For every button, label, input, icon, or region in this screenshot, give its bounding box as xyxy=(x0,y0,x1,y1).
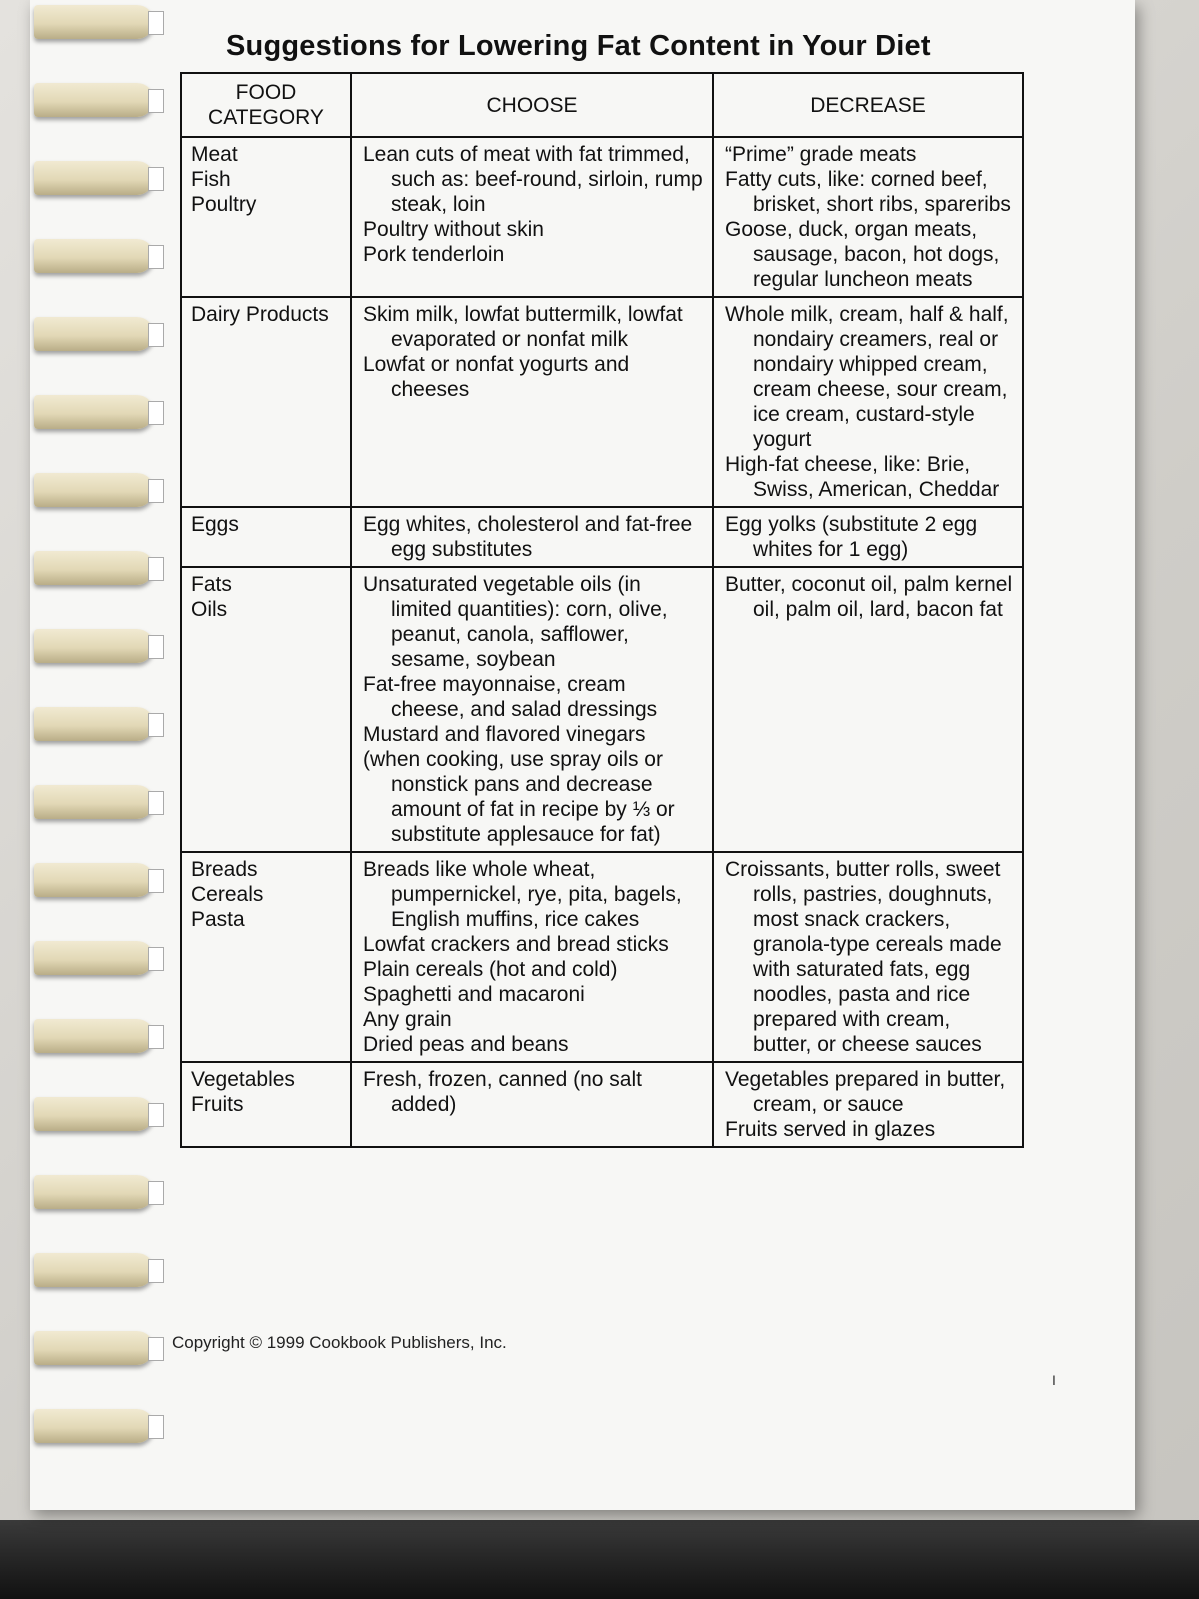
binding-ring xyxy=(34,1019,154,1053)
decrease-cell xyxy=(713,137,1023,297)
binding-ring xyxy=(34,317,154,351)
table-row xyxy=(181,1062,1023,1147)
choose-line: Lean cuts of meat with fat trimmed, such as: beef-round, sirloin, rump steak, loin xyxy=(363,143,703,216)
table-row xyxy=(181,567,1023,852)
binding-hole xyxy=(148,1259,164,1283)
choose-line: Lowfat or nonfat yogurts and cheeses xyxy=(363,353,630,401)
category-cell xyxy=(181,137,351,297)
header-choose: CHOOSE xyxy=(351,73,713,137)
category-line: Eggs xyxy=(191,513,239,536)
category-cell xyxy=(181,567,351,852)
binding-hole xyxy=(148,479,164,503)
decrease-line: Fruits served in glazes xyxy=(725,1118,936,1141)
page-title: Suggestions for Lowering Fat Content in Your Diet xyxy=(226,30,931,62)
binding-ring xyxy=(34,239,154,273)
decrease-line: High-fat cheese, like: Brie, Swiss, American, Cheddar xyxy=(725,453,1000,501)
category-line: Oils xyxy=(191,598,228,621)
binding-hole xyxy=(148,1025,164,1049)
table-header-row xyxy=(181,73,1023,137)
choose-line: Dried peas and beans xyxy=(363,1033,569,1056)
binding-hole xyxy=(148,11,164,35)
category-cell xyxy=(181,507,351,567)
table-row xyxy=(181,507,1023,567)
choose-line: Poultry without skin xyxy=(363,218,544,241)
table-row xyxy=(181,297,1023,507)
binding-hole xyxy=(148,89,164,113)
binding-ring xyxy=(34,707,154,741)
binding-ring xyxy=(34,161,154,195)
category-line: Dairy Products xyxy=(191,303,329,326)
choose-line: Spaghetti and macaroni xyxy=(363,983,585,1006)
binding-ring xyxy=(34,1097,154,1131)
binding-hole xyxy=(148,869,164,893)
category-cell xyxy=(181,297,351,507)
binding-ring xyxy=(34,395,154,429)
choose-line: Egg whites, cholesterol and fat-free egg substitutes xyxy=(363,513,693,561)
binding-hole xyxy=(148,167,164,191)
choose-line: Unsaturated vegetable oils (in limited quantities): corn, olive, peanut, canola, safflower, sesame, soybean xyxy=(363,573,668,671)
binding-hole xyxy=(148,1103,164,1127)
category-cell xyxy=(181,1062,351,1147)
page-mark: I xyxy=(1052,1372,1056,1388)
category-line: Fruits xyxy=(191,1093,244,1116)
decrease-line: “Prime” grade meats xyxy=(725,143,917,166)
choose-cell xyxy=(351,1062,713,1147)
choose-line: Skim milk, lowfat buttermilk, lowfat evaporated or nonfat milk xyxy=(363,303,683,351)
decrease-cell xyxy=(713,852,1023,1062)
binding-hole xyxy=(148,1415,164,1439)
binding-ring xyxy=(34,1253,154,1287)
decrease-line: Egg yolks (substitute 2 egg whites for 1 egg) xyxy=(725,513,978,561)
choose-cell xyxy=(351,852,713,1062)
choose-cell xyxy=(351,507,713,567)
choose-line: Pork tenderloin xyxy=(363,243,505,266)
category-cell xyxy=(181,852,351,1062)
choose-line: Plain cereals (hot and cold) xyxy=(363,958,618,981)
decrease-cell xyxy=(713,297,1023,507)
category-line: Poultry xyxy=(191,193,257,216)
choose-line: Lowfat crackers and bread sticks xyxy=(363,933,669,956)
decrease-cell xyxy=(713,1062,1023,1147)
choose-line: Mustard and flavored vinegars xyxy=(363,723,646,746)
binding-hole xyxy=(148,635,164,659)
binding-ring xyxy=(34,863,154,897)
choose-cell xyxy=(351,137,713,297)
binding-hole xyxy=(148,245,164,269)
decrease-line: Vegetables prepared in butter, cream, or sauce xyxy=(725,1068,1006,1116)
choose-cell xyxy=(351,297,713,507)
binding-ring xyxy=(34,5,154,39)
binding-hole xyxy=(148,947,164,971)
binding-hole xyxy=(148,1337,164,1361)
binding-hole xyxy=(148,713,164,737)
spiral-binding xyxy=(30,0,180,1500)
table-row xyxy=(181,852,1023,1062)
choose-line: Fresh, frozen, canned (no salt added) xyxy=(363,1068,642,1116)
binding-ring xyxy=(34,1175,154,1209)
header-decrease: DECREASE xyxy=(713,73,1023,137)
decrease-line: Fatty cuts, like: corned beef, brisket, short ribs, spareribs xyxy=(725,168,1011,216)
copyright-notice: Copyright © 1999 Cookbook Publishers, Inc. xyxy=(172,1333,507,1352)
decrease-line: Butter, coconut oil, palm kernel oil, palm oil, lard, bacon fat xyxy=(725,573,1013,621)
binding-ring xyxy=(34,1409,154,1443)
category-line: Pasta xyxy=(191,908,245,931)
binding-ring xyxy=(34,473,154,507)
category-line: Cereals xyxy=(191,883,264,906)
decrease-line: Croissants, butter rolls, sweet rolls, pastries, doughnuts, most snack crackers, granola-type cereals made with saturated fats, egg noodles, pasta and rice prepared with cream, butter, or cheese sauces xyxy=(725,858,1002,1056)
binding-hole xyxy=(148,791,164,815)
choose-cell xyxy=(351,567,713,852)
binding-ring xyxy=(34,941,154,975)
binding-ring xyxy=(34,83,154,117)
fat-content-table xyxy=(180,72,1024,1148)
table-row xyxy=(181,137,1023,297)
binding-hole xyxy=(148,557,164,581)
decrease-cell xyxy=(713,567,1023,852)
binding-hole xyxy=(148,323,164,347)
category-line: Breads xyxy=(191,858,258,881)
decrease-line: Whole milk, cream, half & half, nondairy creamers, real or nondairy whipped cream, cream cheese, sour cream, ice cream, custard-style yogurt xyxy=(725,303,1009,451)
choose-line: Breads like whole wheat, pumpernickel, rye, pita, bagels, English muffins, rice cakes xyxy=(363,858,682,931)
binding-ring xyxy=(34,551,154,585)
binding-hole xyxy=(148,1181,164,1205)
bottom-shadow xyxy=(0,1520,1199,1599)
choose-line: (when cooking, use spray oils or nonstick pans and decrease amount of fat in recipe by ⅓ or substitute applesauce for fat) xyxy=(363,748,675,846)
binding-ring xyxy=(34,629,154,663)
decrease-cell xyxy=(713,507,1023,567)
category-line: Vegetables xyxy=(191,1068,295,1091)
category-line: Fish xyxy=(191,168,231,191)
binding-hole xyxy=(148,401,164,425)
choose-line: Any grain xyxy=(363,1008,452,1031)
header-food-category: FOOD CATEGORY xyxy=(181,73,351,137)
choose-line: Fat-free mayonnaise, cream cheese, and salad dressings xyxy=(363,673,658,721)
category-line: Fats xyxy=(191,573,232,596)
binding-ring xyxy=(34,785,154,819)
decrease-line: Goose, duck, organ meats, sausage, bacon, hot dogs, regular luncheon meats xyxy=(725,218,1000,291)
fat-content-table-wrap xyxy=(180,72,1022,1148)
category-line: Meat xyxy=(191,143,238,166)
binding-ring xyxy=(34,1331,154,1365)
